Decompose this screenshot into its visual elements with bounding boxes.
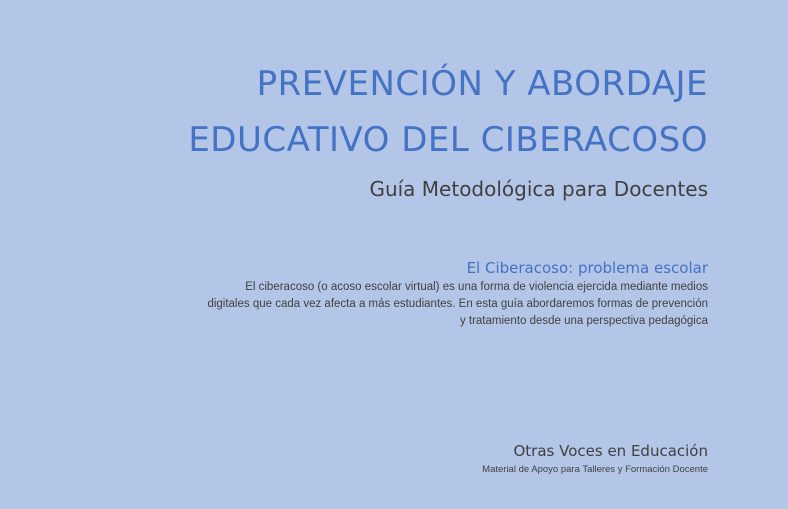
section-body — [148, 279, 708, 330]
publisher-tagline: Material de Apoyo para Talleres y Formación Docente — [482, 464, 708, 475]
publisher-block — [482, 441, 708, 477]
section-heading: El Ciberacoso: problema escolar — [466, 259, 708, 277]
section-body-line-2: digitales que cada vez afecta a más estudiantes. En esta guía abordaremos formas de prevención — [207, 298, 708, 310]
title-line-2: EDUCATIVO DEL CIBERACOSO — [188, 120, 708, 160]
intro-section — [148, 258, 708, 330]
title-block — [188, 56, 708, 168]
publisher-name: Otras Voces en Educación — [513, 442, 708, 460]
subtitle: Guía Metodológica para Docentes — [369, 177, 708, 201]
section-body-line-3: y tratamiento desde una perspectiva pedagógica — [459, 315, 708, 327]
title-line-1: PREVENCIÓN Y ABORDAJE — [256, 64, 708, 104]
section-body-line-1: El ciberacoso (o acoso escolar virtual) es una forma de violencia ejercida mediante medios — [245, 281, 708, 293]
